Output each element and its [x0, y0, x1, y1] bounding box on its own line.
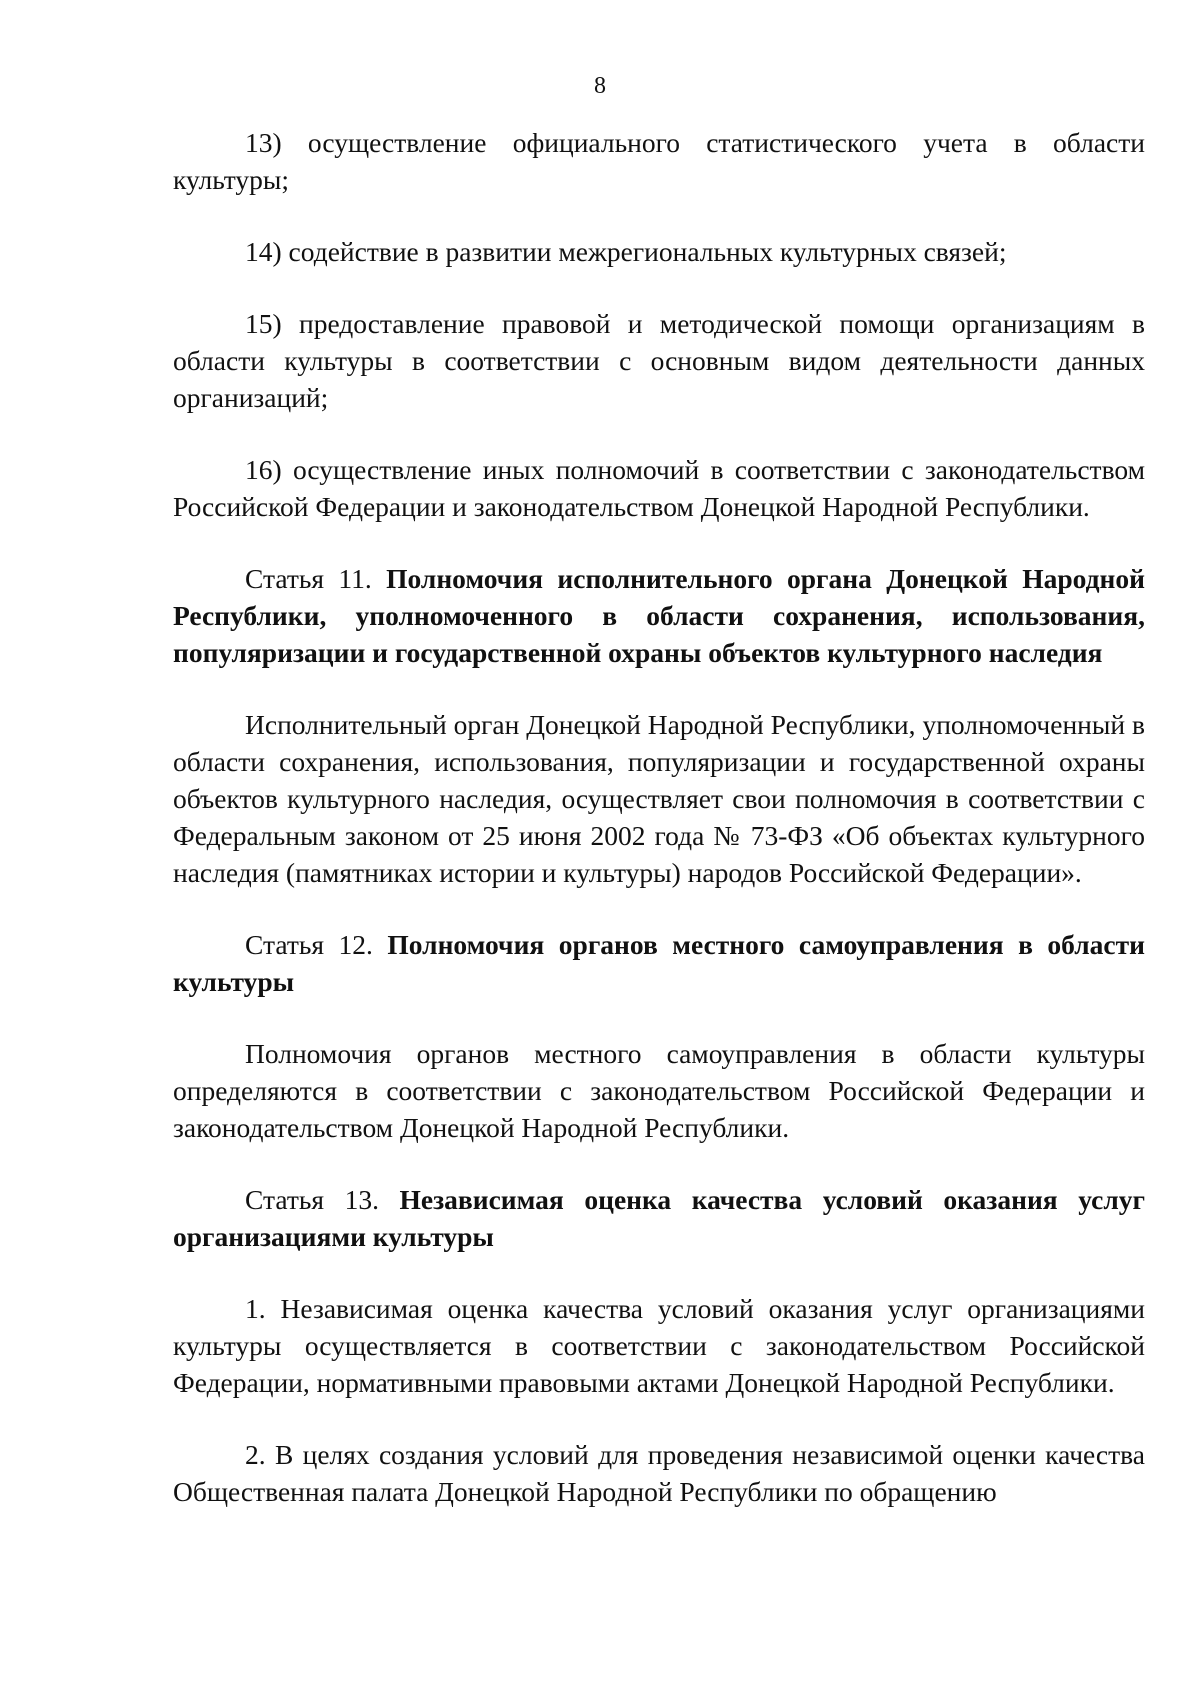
- page-number: 8: [594, 73, 606, 99]
- paragraph-item-15: 15) предоставление правовой и методической помощи организациям в области культуры в соответствии с основным видом деятельности данных организаций;: [173, 308, 1145, 413]
- article-11-title: Полномочия исполнительного органа Донецкой Народной Республики, уполномоченного в области сохранения, использования, популяризации и государственной охраны объектов культурного наследия: [173, 563, 1145, 668]
- article-13-item-2: 2. В целях создания условий для проведения независимой оценки качества Общественная палата Донецкой Народной Республики по обращению: [173, 1439, 1145, 1507]
- article-11-heading: [173, 560, 1145, 671]
- article-11-body: Исполнительный орган Донецкой Народной Республики, уполномоченный в области сохранения, использования, популяризации и государственной охраны объектов культурного наследия, осуществляет свои полномочия в соответствии с Федеральным законом от 25 июня 2002 года № 73-ФЗ «Об объектах культурного наследия (памятниках истории и культуры) народов Российской Федерации».: [173, 709, 1145, 888]
- article-12-body: Полномочия органов местного самоуправления в области культуры определяются в соответствии с законодательством Российской Федерации и законодательством Донецкой Народной Республики.: [173, 1038, 1145, 1143]
- article-12-number: Статья 12.: [245, 929, 388, 960]
- article-13-number: Статья 13.: [245, 1184, 400, 1215]
- paragraph-item-14: 14) содействие в развитии межрегиональных культурных связей;: [245, 236, 1007, 267]
- article-12-title: Полномочия органов местного самоуправления в области культуры: [173, 929, 1145, 997]
- article-11-number: Статья 11.: [245, 563, 387, 594]
- article-13-title: Независимая оценка качества условий оказания услуг организациями культуры: [173, 1184, 1145, 1252]
- paragraph-item-16: 16) осуществление иных полномочий в соответствии с законодательством Российской Федерации и законодательством Донецкой Народной Республики.: [173, 454, 1145, 522]
- article-13-item-1: 1. Независимая оценка качества условий оказания услуг организациями культуры осуществляется в соответствии с законодательством Российской Федерации, нормативными правовыми актами Донецкой Народной Республики.: [173, 1293, 1145, 1398]
- article-13-heading: [173, 1181, 1145, 1255]
- document-body: [173, 124, 1145, 1510]
- article-12-heading: [173, 926, 1145, 1000]
- paragraph-item-13: 13) осуществление официального статистического учета в области культуры;: [173, 127, 1145, 195]
